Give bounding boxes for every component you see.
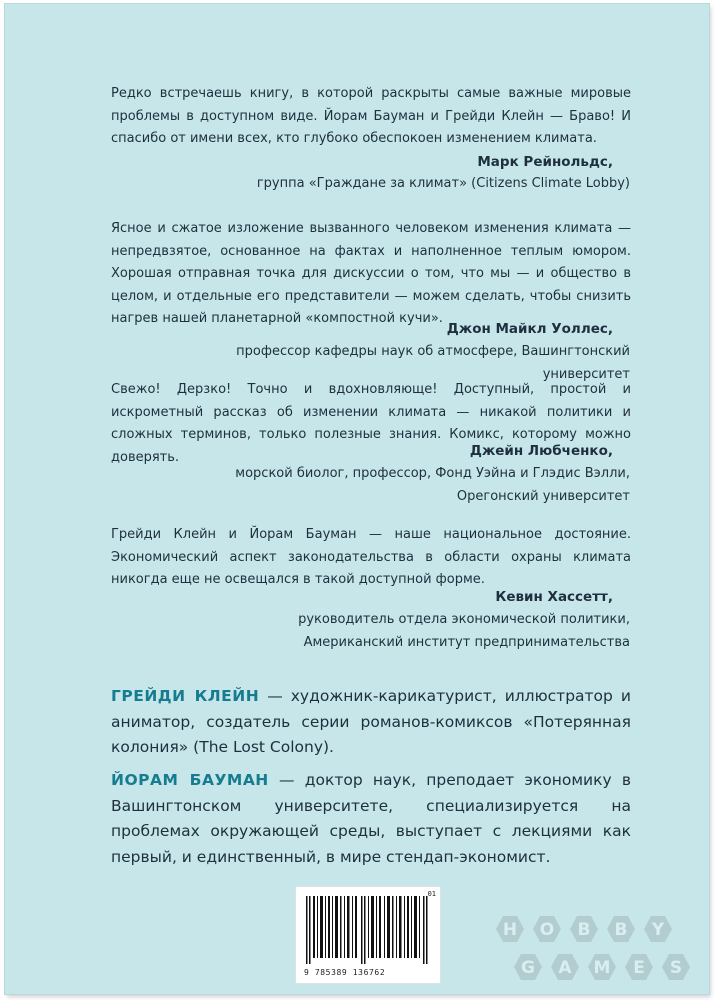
watermark-letter: B [577, 920, 591, 940]
cover-text [5, 4, 709, 994]
watermark-letter: E [633, 958, 645, 978]
quote-text: Редко встречаешь книгу, в которой раскрыты самые важные мировые проблемы в доступном виде. Йорам Бауман и Грейди Клейн — Браво! И спасибо от имени всех, кто глубоко обеспокоен изменением климата. [111, 86, 631, 146]
watermark-letter: M [593, 958, 611, 978]
isbn-number: 9 785389 136762 [304, 968, 386, 977]
quote-text: Грейди Клейн и Йорам Бауман — наше национальное достояние. Экономический аспект законодательства в области охраны климата никогда еще не освещался в такой доступной форме. [111, 527, 631, 587]
barcode-bars [306, 896, 430, 964]
author-bio [111, 768, 631, 870]
quote-affiliation: Американский институт предпринимательства [303, 635, 630, 650]
hobby-games-watermark [483, 910, 708, 996]
quote-affiliation: руководитель отдела экономической политики, [298, 612, 630, 627]
watermark-letter: A [558, 958, 572, 978]
watermark-letter: O [539, 920, 555, 940]
quote-affiliation: морской биолог, профессор, Фонд Уэйна и Глэдис Вэлли, [235, 466, 630, 481]
watermark-letter: H [502, 920, 518, 940]
quote-author: Джон Майкл Уоллес, [446, 321, 613, 337]
watermark-letter: G [521, 958, 535, 978]
book-back-cover [5, 4, 709, 994]
bio-text: — художник-карикатурист, иллюстратор и аниматор, создатель серии романов-комиксов «Потерянная колония» (The Lost Colony). [111, 687, 632, 756]
author-bio [111, 684, 631, 761]
hexagon-logo-icon [483, 910, 708, 996]
bio-author-name: ГРЕЙДИ КЛЕЙН [111, 687, 260, 705]
quote-author: Джейн Любченко, [469, 443, 613, 459]
quote-text: Ясное и сжатое изложение вызванного человеком изменения климата — непредвзятое, основанное на фактах и наполненное теплым юмором. Хорошая отправная точка для дискуссии о том, что мы — и общество в целом, и отдельные его представители — можем сделать, чтобы снизить нагрев нашей планетарной «компостной кучи». [111, 221, 631, 326]
watermark-letter: B [614, 920, 628, 940]
quote-author: Марк Рейнольдс, [477, 154, 613, 170]
quote-author: Кевин Хассетт, [495, 589, 613, 605]
quote-text: Свежо! Дерзко! Точно и вдохновляюще! Доступный, простой и искрометный рассказ об изменении климата — никакой политики и сложных терминов, только полезные знания. Комикс, которому можно доверять. [111, 382, 631, 465]
bio-text: — доктор наук, преподает экономику в Вашингтонском университете, специализируется на проблемах окружающей среды, выступает с лекциями как первый, и единственный, в мире стендап-экономист. [111, 771, 631, 866]
bio-author-name: ЙОРАМ БАУМАН [111, 771, 269, 789]
barcode-addon-number: 01 [427, 890, 436, 898]
watermark-letter: Y [651, 920, 665, 940]
quote-affiliation: Орегонский университет [456, 489, 630, 504]
quote-affiliation: группа «Граждане за климат» (Citizens Climate Lobby) [256, 176, 630, 191]
isbn-barcode [295, 886, 441, 984]
watermark-letter: S [669, 958, 683, 978]
quote-affiliation: профессор кафедры наук об атмосфере, Вашингтонский университет [236, 344, 630, 382]
